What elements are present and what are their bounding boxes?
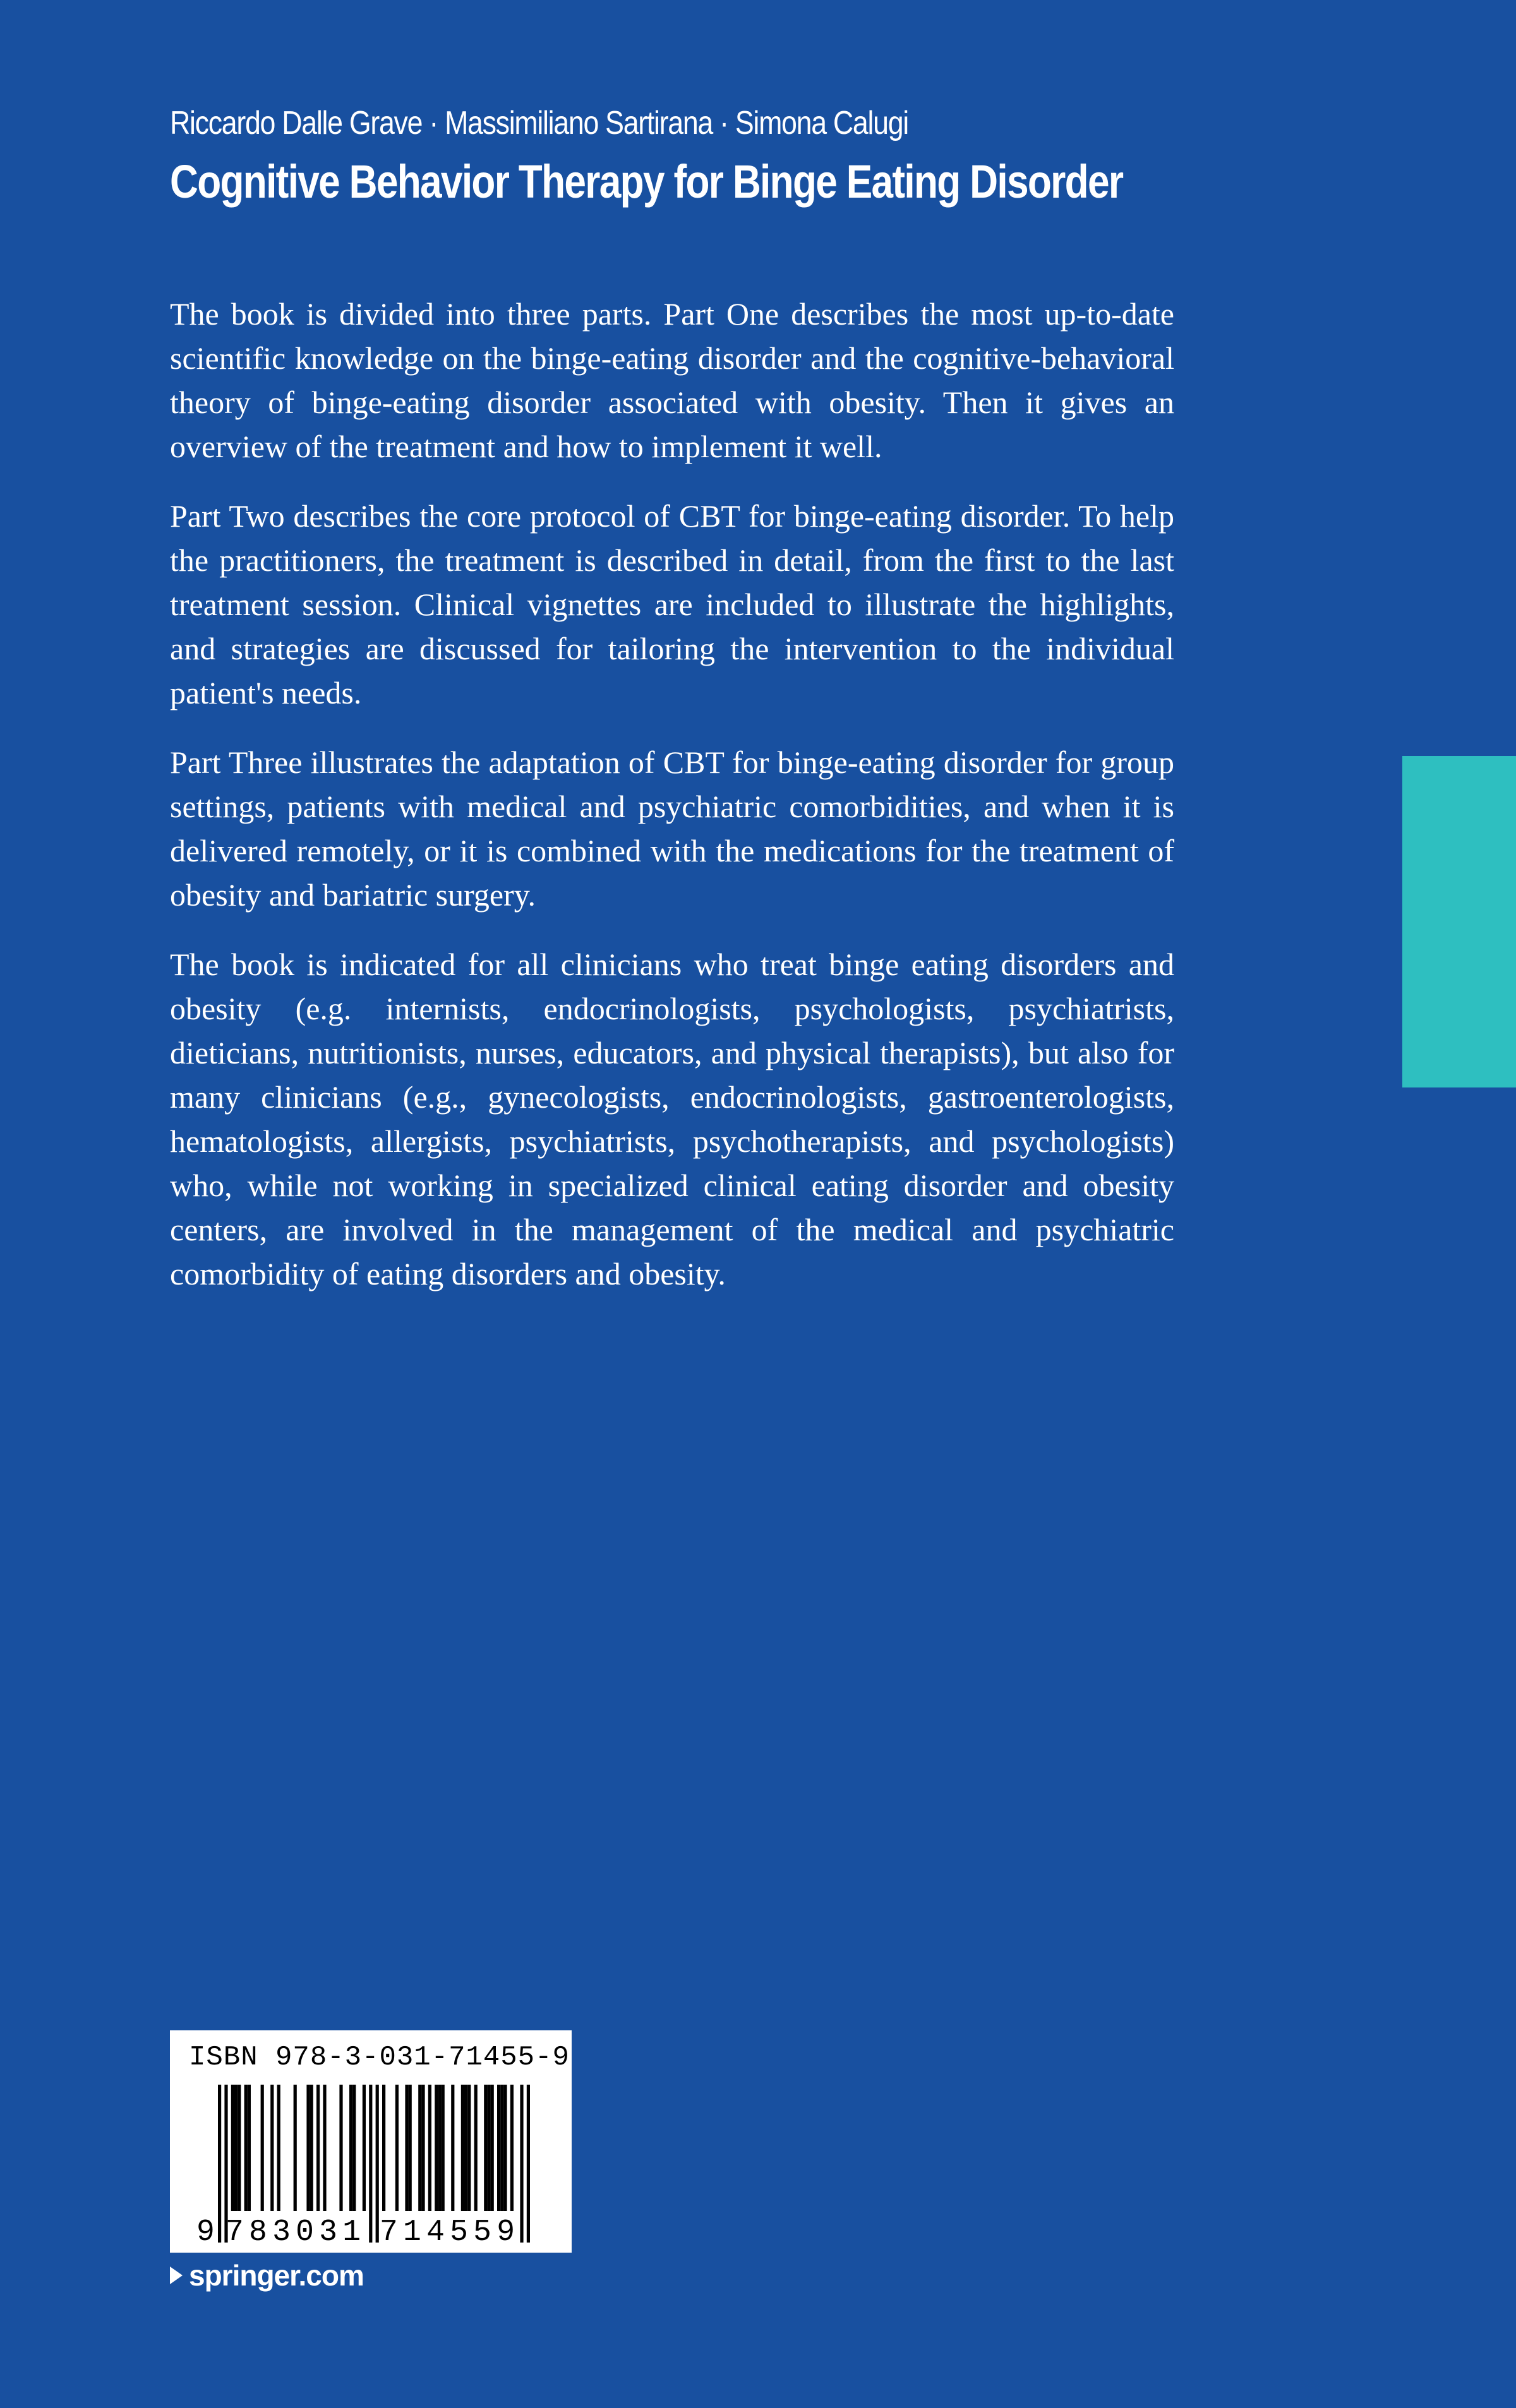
barcode-bar bbox=[234, 2085, 238, 2211]
barcode-bar bbox=[238, 2085, 241, 2211]
barcode-bar bbox=[503, 2085, 507, 2211]
barcode-bar bbox=[363, 2085, 366, 2211]
barcode-bar bbox=[395, 2085, 399, 2211]
barcode-bar bbox=[497, 2085, 500, 2211]
isbn-barcode-panel bbox=[170, 2030, 572, 2253]
barcode-bar bbox=[405, 2085, 408, 2211]
barcode-bar bbox=[464, 2085, 467, 2211]
barcode-guard-bar bbox=[369, 2085, 372, 2243]
barcode-first-digit: 9 bbox=[196, 2215, 215, 2244]
barcode-bar bbox=[310, 2085, 313, 2211]
back-cover-blurb bbox=[170, 292, 1174, 1321]
barcode-bar bbox=[467, 2085, 471, 2211]
barcode-bar bbox=[428, 2085, 431, 2211]
barcode-bar bbox=[487, 2085, 490, 2211]
barcode-bar bbox=[277, 2085, 280, 2211]
blurb-paragraph-4: The book is indicated for all clinicians who treat binge eating disorders and obesity (e.g. internists, endocrinologists, psychologists, psychiatrists, dieticians, nutritionists, nurses, educators, and physical therapists), but also for many clinicians (e.g., gynecologists, endocrinologists, gastroenterologists, hematologists, allergists, psychiatrists, psychotherapists, and psychologists) who, while not working in specialized clinical eating disorder and obesity centers, are involved in the management of the medical and psychiatric comorbidity of eating disorders and obesity. bbox=[170, 947, 1174, 1291]
isbn-label: ISBN 978-3-031-71455-9 bbox=[189, 2042, 570, 2073]
barcode-bar bbox=[248, 2085, 251, 2211]
barcode-guard-bar bbox=[527, 2085, 530, 2243]
barcode-bar bbox=[418, 2085, 421, 2211]
blurb-paragraph-1: The book is divided into three parts. Part One describes the most up-to-date scientific knowledge on the binge-eating disorder and the cognitive-behavioral theory of binge-eating disorder associated with obesity. Then it gives an overview of the treatment and how to implement it well. bbox=[170, 296, 1174, 464]
blurb-paragraph-3: Part Three illustrates the adaptation of CBT for binge-eating disorder for group settings, patients with medical and psychiatric comorbidities, and when it is delivered remotely, or it is combined with the medications for the treatment of obesity and bariatric surgery. bbox=[170, 745, 1174, 913]
barcode-bar bbox=[349, 2085, 352, 2211]
barcode-bar bbox=[500, 2085, 503, 2211]
barcode-bar bbox=[409, 2085, 412, 2211]
publisher-website-text: springer.com bbox=[189, 2259, 364, 2292]
blurb-paragraph-2: Part Two describes the core protocol of CBT for binge-eating disorder. To help the practitioners, the treatment is described in detail, from the first to the last treatment session. Clinical vignettes are included to illustrate the highlights, and strategies are discussed for tailoring the intervention to the individual patient's needs. bbox=[170, 498, 1174, 710]
barcode-bar bbox=[474, 2085, 478, 2211]
barcode-bar bbox=[352, 2085, 356, 2211]
barcode-bar bbox=[484, 2085, 487, 2211]
barcode-right-digits: 714559 bbox=[380, 2215, 515, 2244]
book-title: Cognitive Behavior Therapy for Binge Eating Disorder bbox=[170, 155, 1123, 208]
barcode-bar bbox=[435, 2085, 438, 2211]
barcode-bar bbox=[244, 2085, 248, 2211]
barcode-bar bbox=[491, 2085, 494, 2211]
barcode-bar bbox=[442, 2085, 445, 2211]
barcode-bar bbox=[438, 2085, 441, 2211]
barcode-bar bbox=[261, 2085, 264, 2211]
barcode-bar bbox=[461, 2085, 464, 2211]
publisher-website-link[interactable] bbox=[170, 2258, 364, 2292]
barcode-left-digits: 783031 bbox=[226, 2215, 361, 2244]
barcode-bar bbox=[294, 2085, 297, 2211]
barcode-bar bbox=[316, 2085, 320, 2211]
barcode-guard-bar bbox=[218, 2085, 221, 2243]
barcode-bar bbox=[382, 2085, 385, 2211]
barcode-graphic bbox=[195, 2085, 549, 2244]
authors-line: Riccardo Dalle Grave · Massimiliano Sartirana · Simona Calugi bbox=[170, 105, 908, 141]
arrow-right-icon bbox=[170, 2267, 183, 2284]
barcode-bar bbox=[323, 2085, 326, 2211]
barcode-bar bbox=[231, 2085, 234, 2211]
barcode-bar bbox=[451, 2085, 454, 2211]
barcode-bar bbox=[510, 2085, 514, 2211]
barcode-guard-bar bbox=[520, 2085, 523, 2243]
barcode-bar bbox=[421, 2085, 424, 2211]
barcode-guard-bar bbox=[376, 2085, 379, 2243]
barcode-bar bbox=[339, 2085, 342, 2211]
spine-color-tab bbox=[1402, 756, 1516, 1087]
barcode-bar bbox=[306, 2085, 310, 2211]
barcode-bar bbox=[270, 2085, 274, 2211]
